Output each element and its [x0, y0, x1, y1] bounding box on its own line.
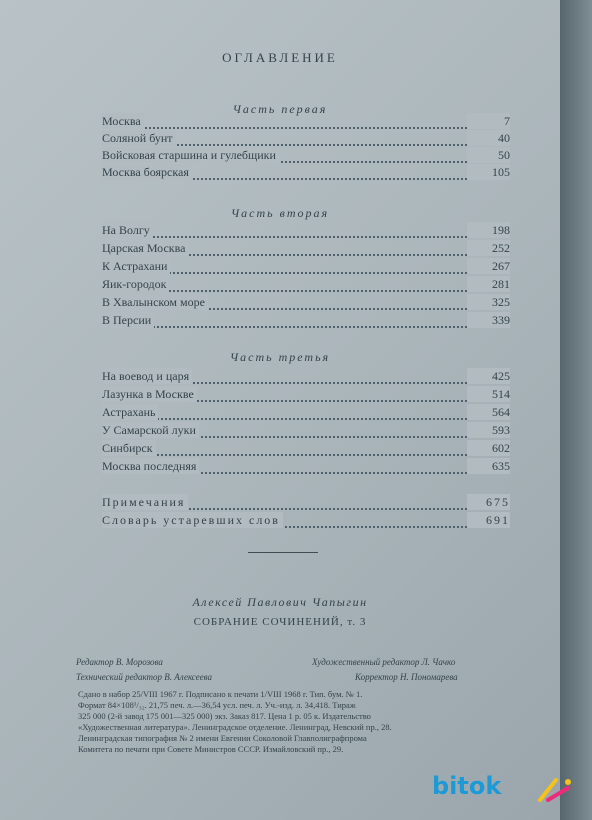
- toc-entry: Синбирск 602: [102, 441, 510, 455]
- imprint-line: Формат 84×108¹/₃₂. 21,75 печ. л.—36,54 усл. печ. л. Уч.-изд. л. 34,418. Тираж: [78, 700, 356, 710]
- toc-entry: Лазунка в Москве 514: [102, 387, 510, 401]
- work-title: СОБРАНИЕ СОЧИНЕНИЙ, т. 3: [193, 616, 367, 628]
- author-name: Алексей Павлович Чапыгин: [192, 595, 368, 609]
- toc-entry: В Хвалынском море 325: [102, 295, 510, 309]
- toc-title: ОГЛАВЛЕНИЕ: [222, 50, 338, 65]
- watermark-text: bitok: [432, 772, 502, 800]
- toc-entry: К Астрахани 267: [102, 259, 510, 273]
- watermark-logo: [432, 768, 582, 808]
- imprint-line: «Художественная литература». Ленинградское отделение. Ленинград, Невский пр., 28.: [78, 722, 392, 732]
- imprint-line: Сдано в набор 25/VIII 1967 г. Подписано к печати 1/VIII 1968 г. Тип. бум. № 1.: [78, 689, 363, 699]
- imprint-line: 325 000 (2-й завод 175 001—325 000) экз. Заказ 817. Цена 1 р. 05 к. Издательство: [78, 711, 371, 721]
- art-editor-credit: Художественный редактор Л. Чачко: [312, 657, 456, 667]
- editor-credit: Редактор В. Морозова: [76, 657, 163, 667]
- toc-entry: Астрахань 564: [102, 405, 510, 419]
- toc-entry: В Персии 339: [102, 313, 510, 327]
- spark-icon: [536, 774, 576, 804]
- toc-entry: Москва 7: [102, 114, 510, 128]
- imprint-line: Комитета по печати при Совете Министров СССР. Измайловский пр., 29.: [78, 744, 344, 754]
- toc-entry: Войсковая старшина и гулебщики 50: [102, 148, 510, 162]
- toc-entry: Яик-городок 281: [102, 277, 510, 291]
- toc-entry: Москва боярская 105: [102, 165, 510, 179]
- toc-entry: На Волгу 198: [102, 223, 510, 237]
- part-heading-2: Часть вторая: [230, 206, 330, 220]
- toc-entry: Соляной бунт 40: [102, 131, 510, 145]
- page-edge-shadow: [560, 0, 592, 820]
- toc-entry: На воевод и царя 425: [102, 369, 510, 383]
- part-heading-3: Часть третья: [229, 350, 331, 364]
- imprint-line: Ленинградская типография № 2 имени Евгении Соколовой Главполиграфпрома: [78, 733, 367, 743]
- toc-entry: Словарь устаревших слов 691: [102, 513, 510, 527]
- toc-entry: Царская Москва 252: [102, 241, 510, 255]
- toc-entry: Москва последняя 635: [102, 459, 510, 473]
- tech-editor-credit: Технический редактор В. Алексеева: [76, 672, 213, 682]
- toc-entry: У Самарской луки 593: [102, 423, 510, 437]
- part-heading-1: Часть первая: [232, 102, 328, 116]
- divider: [248, 552, 318, 553]
- toc-entry: Примечания 675: [102, 495, 510, 509]
- proofreader-credit: Корректор Н. Пономарева: [355, 672, 458, 682]
